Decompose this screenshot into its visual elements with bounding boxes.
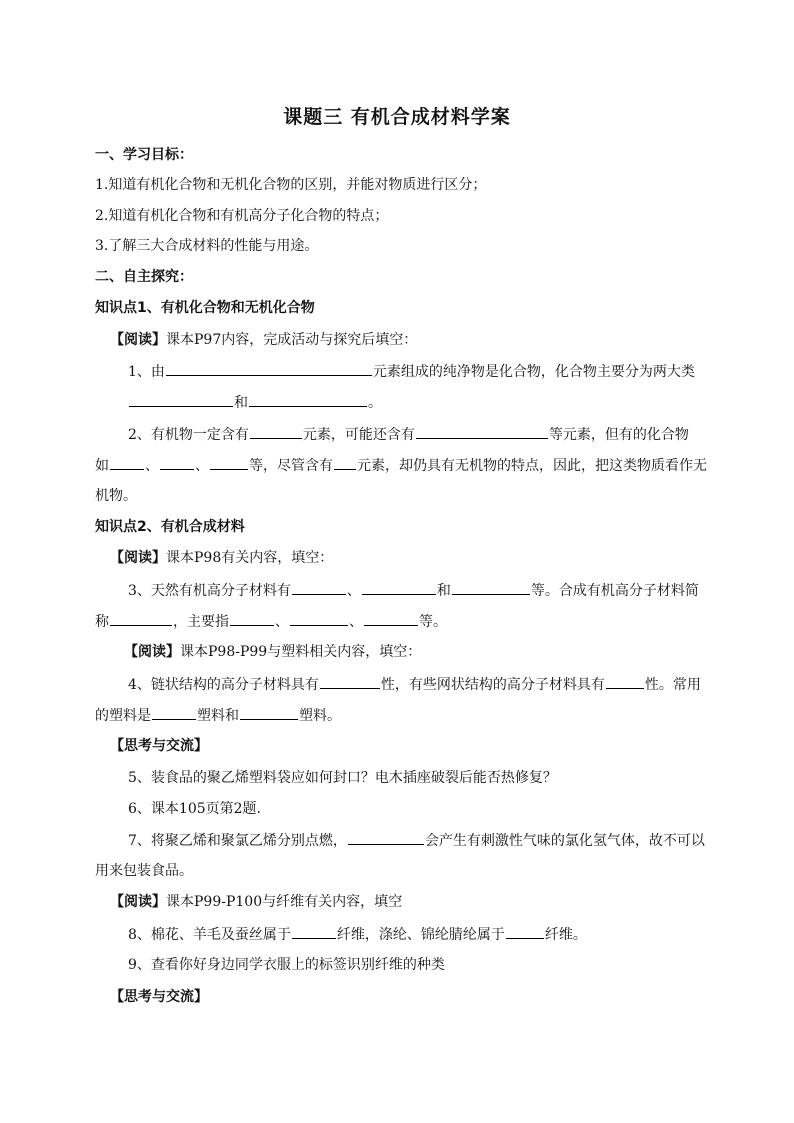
page-title: 课题三 有机合成材料学案	[283, 106, 511, 128]
blank-field[interactable]	[160, 455, 194, 470]
blank-field[interactable]	[210, 455, 248, 470]
question-4-line-2: 的塑料是 塑料和 塑料。	[95, 705, 341, 726]
blank-field[interactable]	[152, 705, 196, 720]
question-3-line-1: 3、天然有机高分子材料有 、 和 等。合成有机高分子材料简	[128, 580, 699, 601]
blank-field[interactable]	[290, 611, 348, 626]
blank-field[interactable]	[230, 611, 274, 626]
blank-field[interactable]	[320, 674, 380, 689]
question-5: 5、装食品的聚乙烯塑料袋应如何封口？电木插座破裂后能否热修复？	[128, 770, 557, 786]
read-tag: 【阅读】	[110, 332, 166, 348]
question-4-line-1: 4、链状结构的高分子材料具有 性，有些网状结构的高分子材料具有 性。常用	[128, 674, 701, 695]
blank-field[interactable]	[250, 424, 302, 439]
blank-field[interactable]	[362, 580, 436, 595]
question-2-line-3: 机物。	[95, 488, 137, 504]
goal-item-1: 1.知道有机化合物和无机化合物的区别，并能对物质进行区分；	[95, 177, 487, 193]
blank-field[interactable]	[110, 611, 172, 626]
read-instruction-3: 【阅读】课本P98-P99与塑料相关内容，填空：	[124, 644, 422, 660]
think-exchange-heading-1: 【思考与交流】	[110, 738, 208, 754]
knowledge-point-2-heading: 知识点2、有机合成材料	[95, 519, 245, 535]
blank-field[interactable]	[606, 674, 644, 689]
question-3-line-2: 称 ，主要指 、 、 等。	[95, 611, 447, 632]
blank-field[interactable]	[110, 455, 144, 470]
goal-item-2: 2.知道有机化合物和有机高分子化合物的特点；	[95, 208, 389, 224]
blank-field[interactable]	[364, 611, 418, 626]
read-instruction-2: 【阅读】课本P98有关内容，填空：	[110, 550, 334, 566]
question-9: 9、查看你好身边同学衣服上的标签识别纤维的种类	[128, 957, 445, 973]
question-8: 8、棉花、羊毛及蚕丝属于 纤维，涤纶、锦纶腈纶属于 纤维。	[128, 924, 587, 945]
knowledge-point-1-heading: 知识点1、有机化合物和无机化合物	[95, 300, 315, 316]
blank-field[interactable]	[348, 830, 424, 845]
question-2-line-2: 如 、 、 等，尽管含有 元素，却仍具有无机物的特点，因此，把这类物质看作无	[95, 455, 707, 476]
blank-field[interactable]	[416, 424, 548, 439]
blank-field[interactable]	[292, 924, 336, 939]
question-1-line-2: 和 。	[128, 392, 382, 413]
read-instruction-4: 【阅读】课本P99-P100与纤维有关内容，填空	[110, 894, 403, 910]
question-1-line-1: 1、由 元素组成的纯净物是化合物，化合物主要分为两大类	[128, 361, 695, 382]
question-7-line-1: 7、将聚乙烯和聚氯乙烯分别点燃， 会产生有刺激性气味的氯化氢气体，故不可以	[128, 830, 705, 851]
blank-field[interactable]	[240, 705, 298, 720]
question-6: 6、课本105页第2题.	[128, 801, 261, 817]
blank-field[interactable]	[292, 580, 346, 595]
section-heading-explore: 二、自主探究：	[95, 269, 193, 285]
section-heading-goals: 一、学习目标：	[95, 147, 193, 163]
blank-field[interactable]	[452, 580, 530, 595]
blank-field[interactable]	[129, 392, 233, 407]
blank-field[interactable]	[249, 392, 367, 407]
blank-field[interactable]	[506, 924, 544, 939]
goal-item-3: 3.了解三大合成材料的性能与用途。	[95, 238, 319, 254]
blank-field[interactable]	[166, 361, 372, 376]
read-text: 课本P97内容，完成活动与探究后填空：	[166, 332, 418, 348]
think-exchange-heading-2: 【思考与交流】	[110, 989, 208, 1005]
question-2-line-1: 2、有机物一定含有 元素，可能还含有 等元素，但有的化合物	[128, 424, 689, 445]
read-instruction-1	[110, 330, 417, 350]
question-7-line-2: 用来包装食品。	[95, 863, 193, 879]
blank-field[interactable]	[334, 455, 356, 470]
